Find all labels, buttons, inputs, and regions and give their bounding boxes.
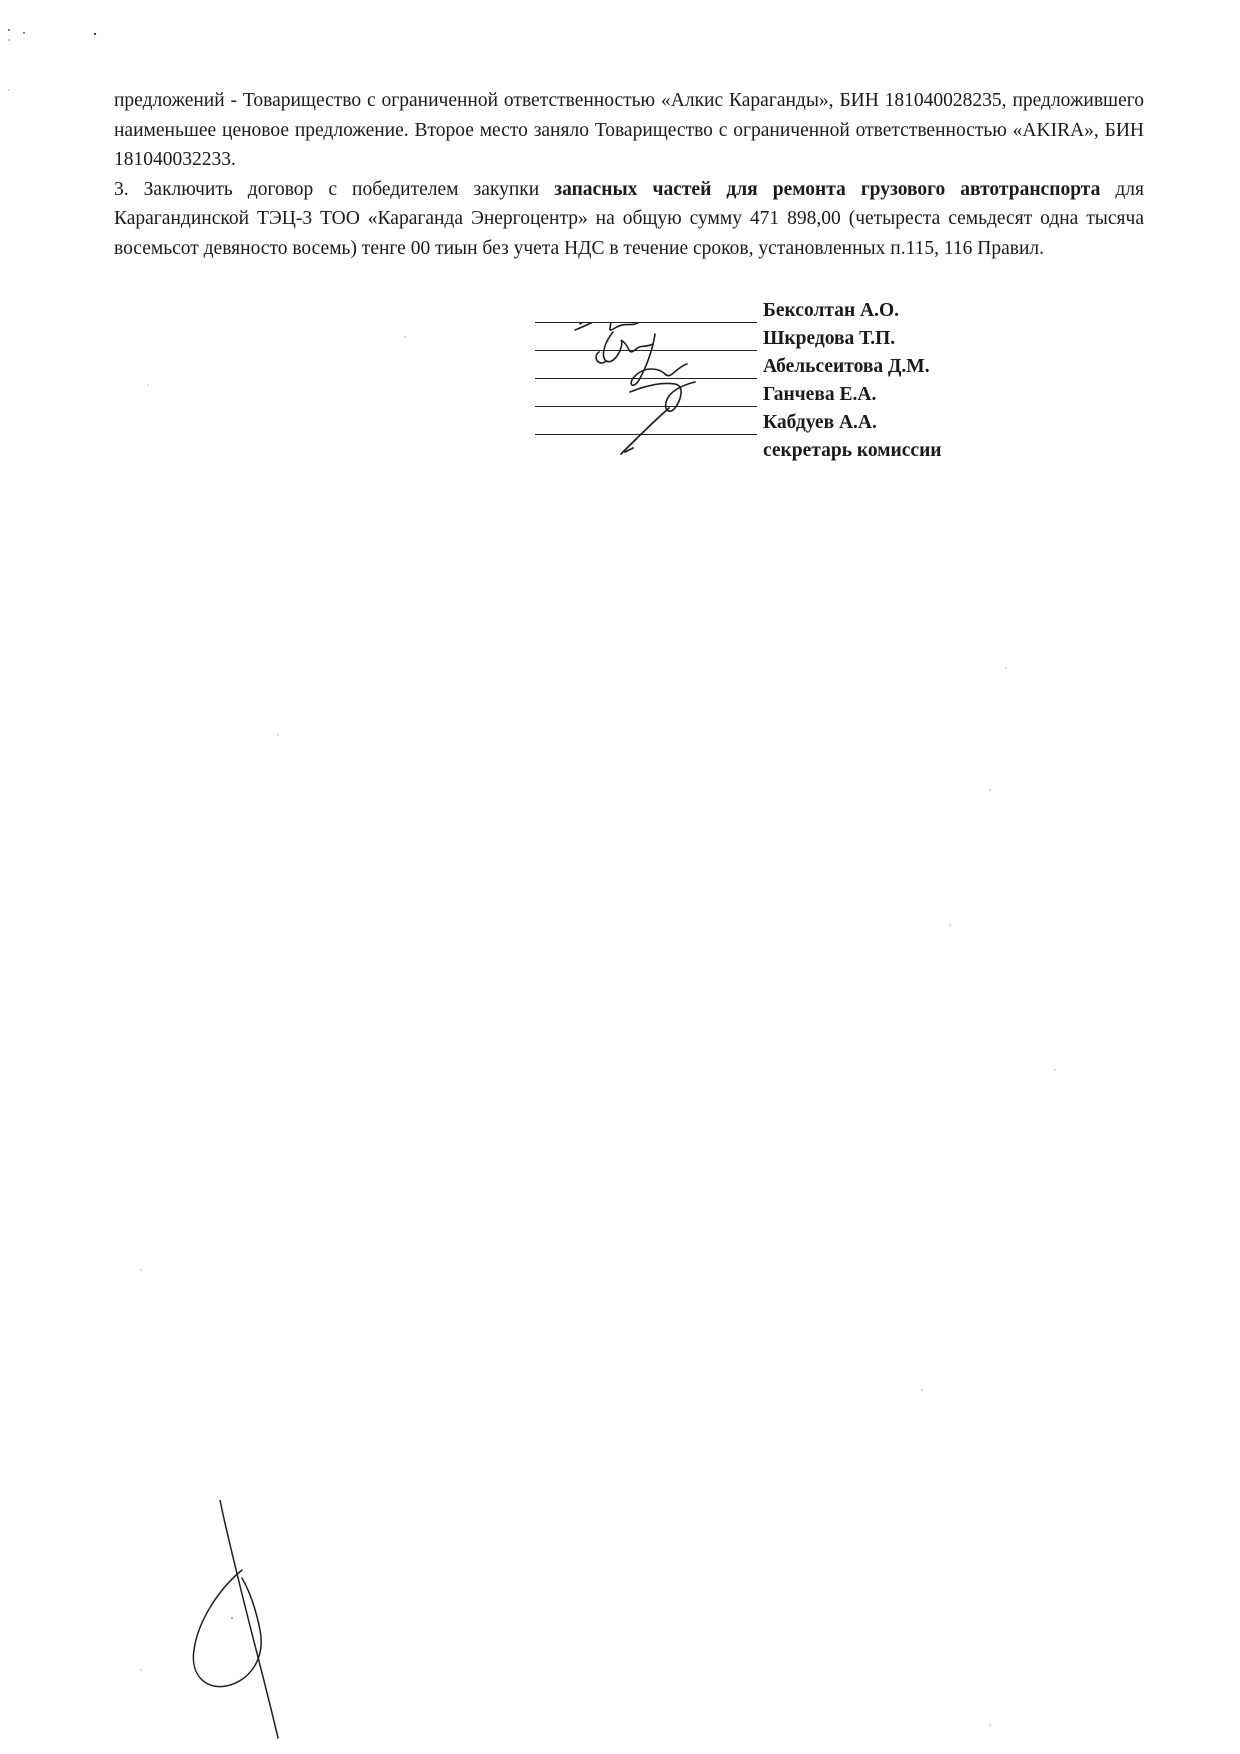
signatory-name: Кабдуев А.А. [763, 412, 877, 433]
signature-mark [621, 408, 669, 454]
paragraph-contract-subject: запасных частей для ремонта грузового автотранспорта [554, 178, 1101, 200]
body-text [114, 86, 1144, 263]
signatory-name: Бексолтан А.О. [763, 300, 900, 321]
signature-block [535, 300, 1015, 512]
signatory-name: Шкредова Т.П. [763, 328, 896, 349]
paragraph-contract-suffix: для Карагандинской ТЭЦ-3 ТОО «Караганда Энергоцентр» на общую сумму 471 898,00 (четыреста семьдесят одна тысяча восемьсот девяносто восемь) тенге 00 тиын без учета НДС в течение сроков, установленных п.115, 116 Правил. [114, 178, 1145, 259]
signature-mark [575, 322, 667, 330]
signature-mark [631, 334, 687, 385]
paragraph-winner-text: предложений - Товарищество с ограниченной ответственностью «Алкис Караганды», БИН 181040028235, предложившего наименьшее ценовое предложение. Второе место заняло Товарищество с ограниченной ответственностью «AKIRA», БИН 181040032233. [114, 90, 1144, 170]
paragraph-contract-prefix: 3. Заключить договор с победителем закупки [114, 178, 555, 200]
bottom-paraph [180, 1500, 320, 1750]
paragraph-winner [114, 86, 1144, 175]
handwritten-signatures [535, 322, 775, 492]
signature-mark [596, 332, 653, 363]
signatory-role: секретарь комиссии [763, 440, 942, 461]
signature-mark [630, 382, 695, 411]
signatory-name: Ганчева Е.А. [763, 384, 877, 405]
signatory-name: Абельсеитова Д.М. [763, 356, 930, 377]
paragraph-contract [114, 175, 1144, 264]
